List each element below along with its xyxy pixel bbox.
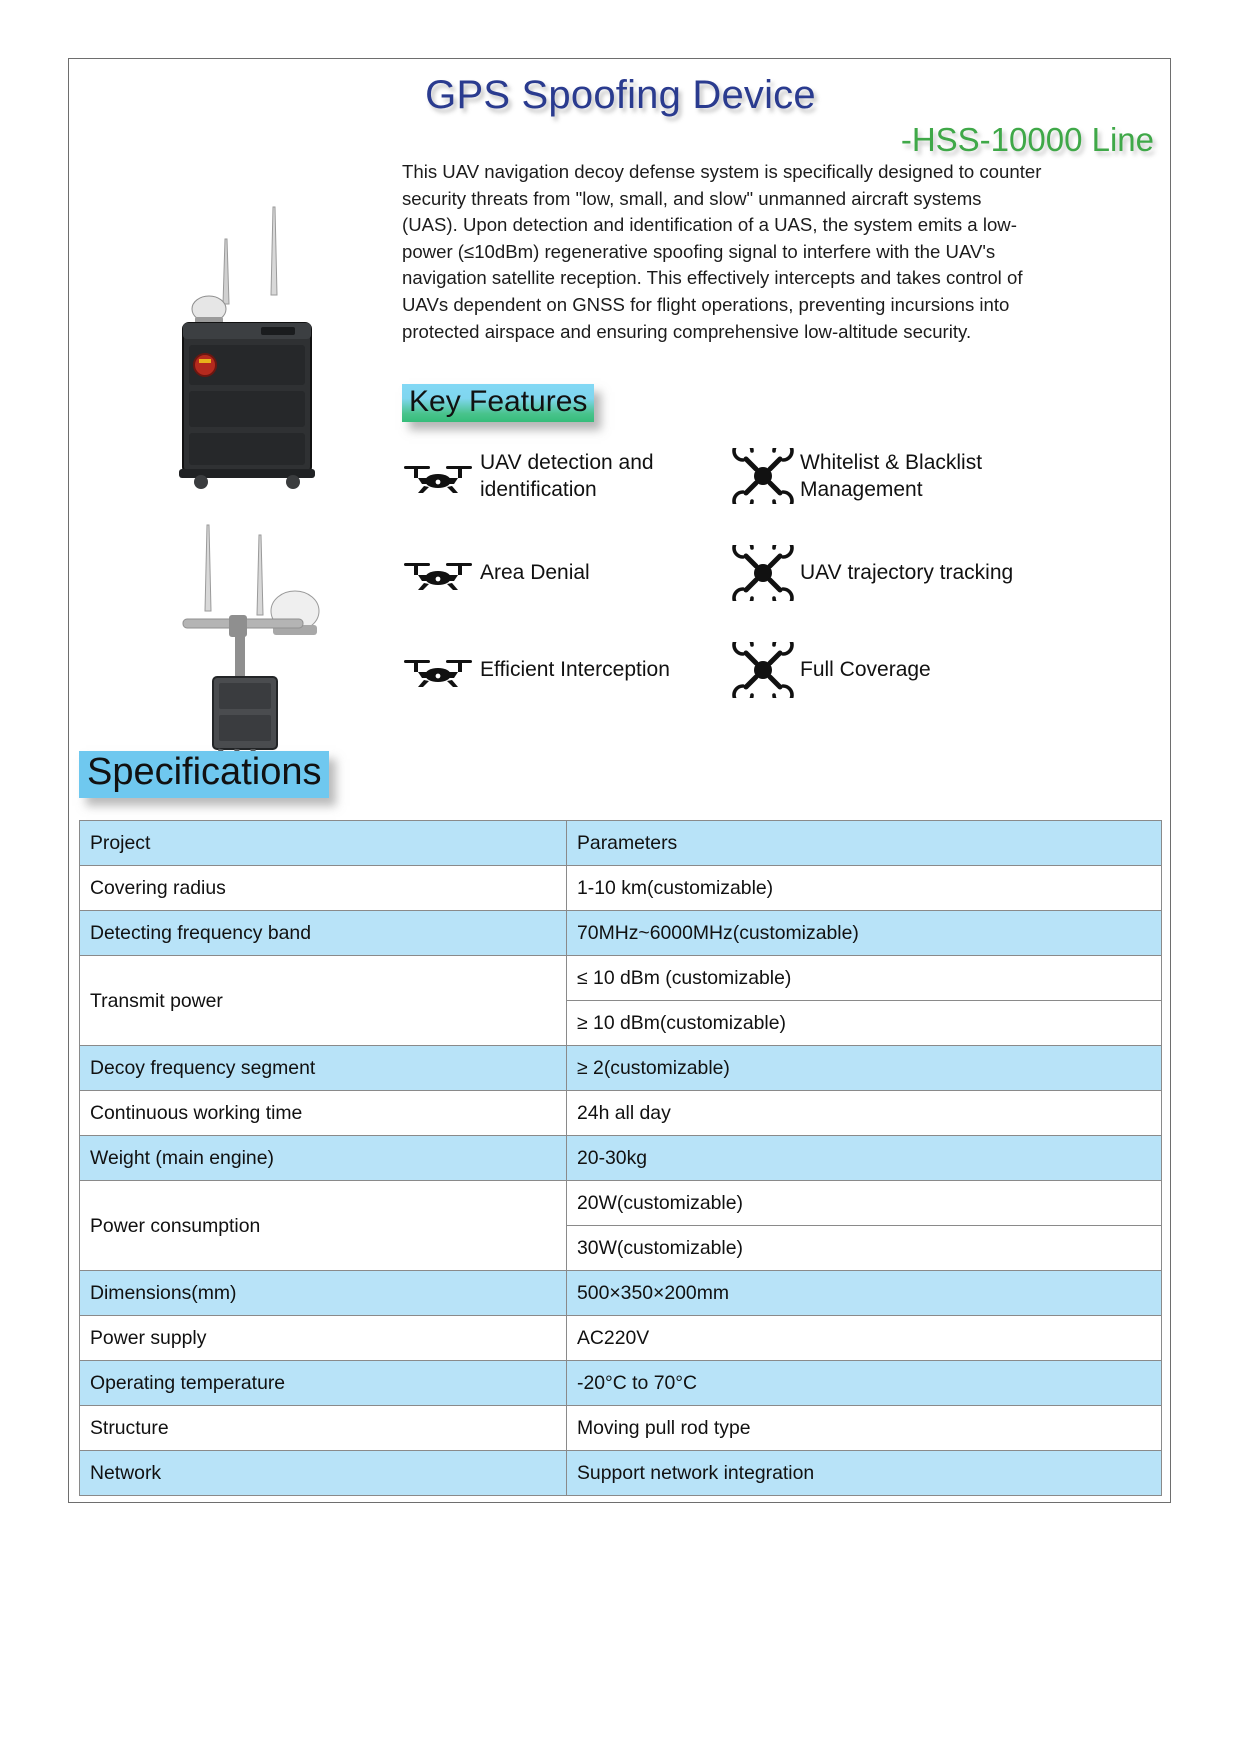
feature-label: Full Coverage	[800, 658, 931, 681]
table-row	[80, 956, 1162, 1001]
spec-key: Continuous working time	[80, 1091, 567, 1136]
table-row	[80, 866, 1162, 911]
portable-case-svg	[161, 199, 391, 489]
table-row	[80, 1046, 1162, 1091]
spec-key: Weight (main engine)	[80, 1136, 567, 1181]
table-row	[80, 1136, 1162, 1181]
portable-case-device-image	[161, 199, 391, 489]
product-image-column	[161, 199, 391, 795]
drone-side-icon	[402, 554, 474, 592]
table-row	[80, 1091, 1162, 1136]
key-features-heading: Key Features	[402, 384, 594, 422]
spec-value: 30W(customizable)	[567, 1226, 1162, 1271]
spec-value: ≥ 10 dBm(customizable)	[567, 1001, 1162, 1046]
feature-item-area-denial	[402, 524, 732, 621]
page-border-frame	[68, 58, 1171, 1503]
feature-label: Whitelist & Blacklist Management	[800, 450, 983, 501]
spec-value: 1-10 km(customizable)	[567, 866, 1162, 911]
spec-key: Detecting frequency band	[80, 911, 567, 956]
spec-key: Decoy frequency segment	[80, 1046, 567, 1091]
spec-value: Moving pull rod type	[567, 1406, 1162, 1451]
feature-label: Efficient Interception	[480, 658, 670, 681]
table-row	[80, 1361, 1162, 1406]
spec-value: 20W(customizable)	[567, 1181, 1162, 1226]
product-description-paragraph: This UAV navigation decoy defense system is specifically designed to counter security threats from "low, small, and slow" unmanned aircraft systems (UAS). Upon detection and identification of a UAS, the system emits a low-power (≤10dBm) regenerative spoofing signal to interfere with the UAV's navigation satellite reception. This effectively intercepts and takes control of UAVs dependent on GNSS for flight operations, preventing incursions into protected airspace and ensuring comprehensive low-altitude security.	[402, 161, 1042, 342]
spec-key: Dimensions(mm)	[80, 1271, 567, 1316]
feature-item-uav-trajectory-tracking	[732, 524, 1042, 621]
feature-label: UAV trajectory tracking	[800, 561, 1014, 584]
drone-top-icon	[732, 545, 794, 601]
table-row	[80, 1406, 1162, 1451]
spec-key: Operating temperature	[80, 1361, 567, 1406]
feature-label: UAV detection and identification	[480, 450, 654, 501]
drone-side-icon	[402, 651, 474, 689]
spec-value: -20°C to 70°C	[567, 1361, 1162, 1406]
spec-value: 70MHz~6000MHz(customizable)	[567, 911, 1162, 956]
spec-key: Power supply	[80, 1316, 567, 1361]
table-row	[80, 1271, 1162, 1316]
feature-item-full-coverage	[732, 621, 1042, 718]
spec-value: 20-30kg	[567, 1136, 1162, 1181]
drone-side-icon	[402, 457, 474, 495]
spec-key: Covering radius	[80, 866, 567, 911]
spec-value: ≤ 10 dBm (customizable)	[567, 956, 1162, 1001]
drone-top-icon	[732, 642, 794, 698]
spec-key: Structure	[80, 1406, 567, 1451]
spec-key: Power consumption	[80, 1181, 567, 1271]
feature-item-efficient-interception	[402, 621, 732, 718]
specifications-heading: Specifications	[79, 751, 329, 798]
spec-key: Network	[80, 1451, 567, 1496]
spec-value: AC220V	[567, 1316, 1162, 1361]
column-header-project: Project	[80, 821, 567, 866]
page-subtitle: -HSS-10000 Line	[900, 121, 1154, 158]
spec-value: 24h all day	[567, 1091, 1162, 1136]
specifications-table-body	[80, 821, 1162, 1496]
feature-item-whitelist-blacklist	[732, 427, 1042, 524]
drone-top-icon	[732, 448, 794, 504]
specifications-table	[79, 820, 1162, 1496]
feature-item-uav-detection	[402, 427, 732, 524]
table-header-row	[80, 821, 1162, 866]
table-row	[80, 1316, 1162, 1361]
table-row	[80, 1451, 1162, 1496]
spec-value: Support network integration	[567, 1451, 1162, 1496]
page-title: GPS Spoofing Device	[425, 73, 816, 117]
spec-key: Transmit power	[80, 956, 567, 1046]
table-row	[80, 911, 1162, 956]
key-features-grid	[402, 427, 1042, 718]
spec-value: 500×350×200mm	[567, 1271, 1162, 1316]
spec-value: ≥ 2(customizable)	[567, 1046, 1162, 1091]
column-header-parameters: Parameters	[567, 821, 1162, 866]
table-row	[80, 1181, 1162, 1226]
feature-label: Area Denial	[480, 561, 590, 584]
